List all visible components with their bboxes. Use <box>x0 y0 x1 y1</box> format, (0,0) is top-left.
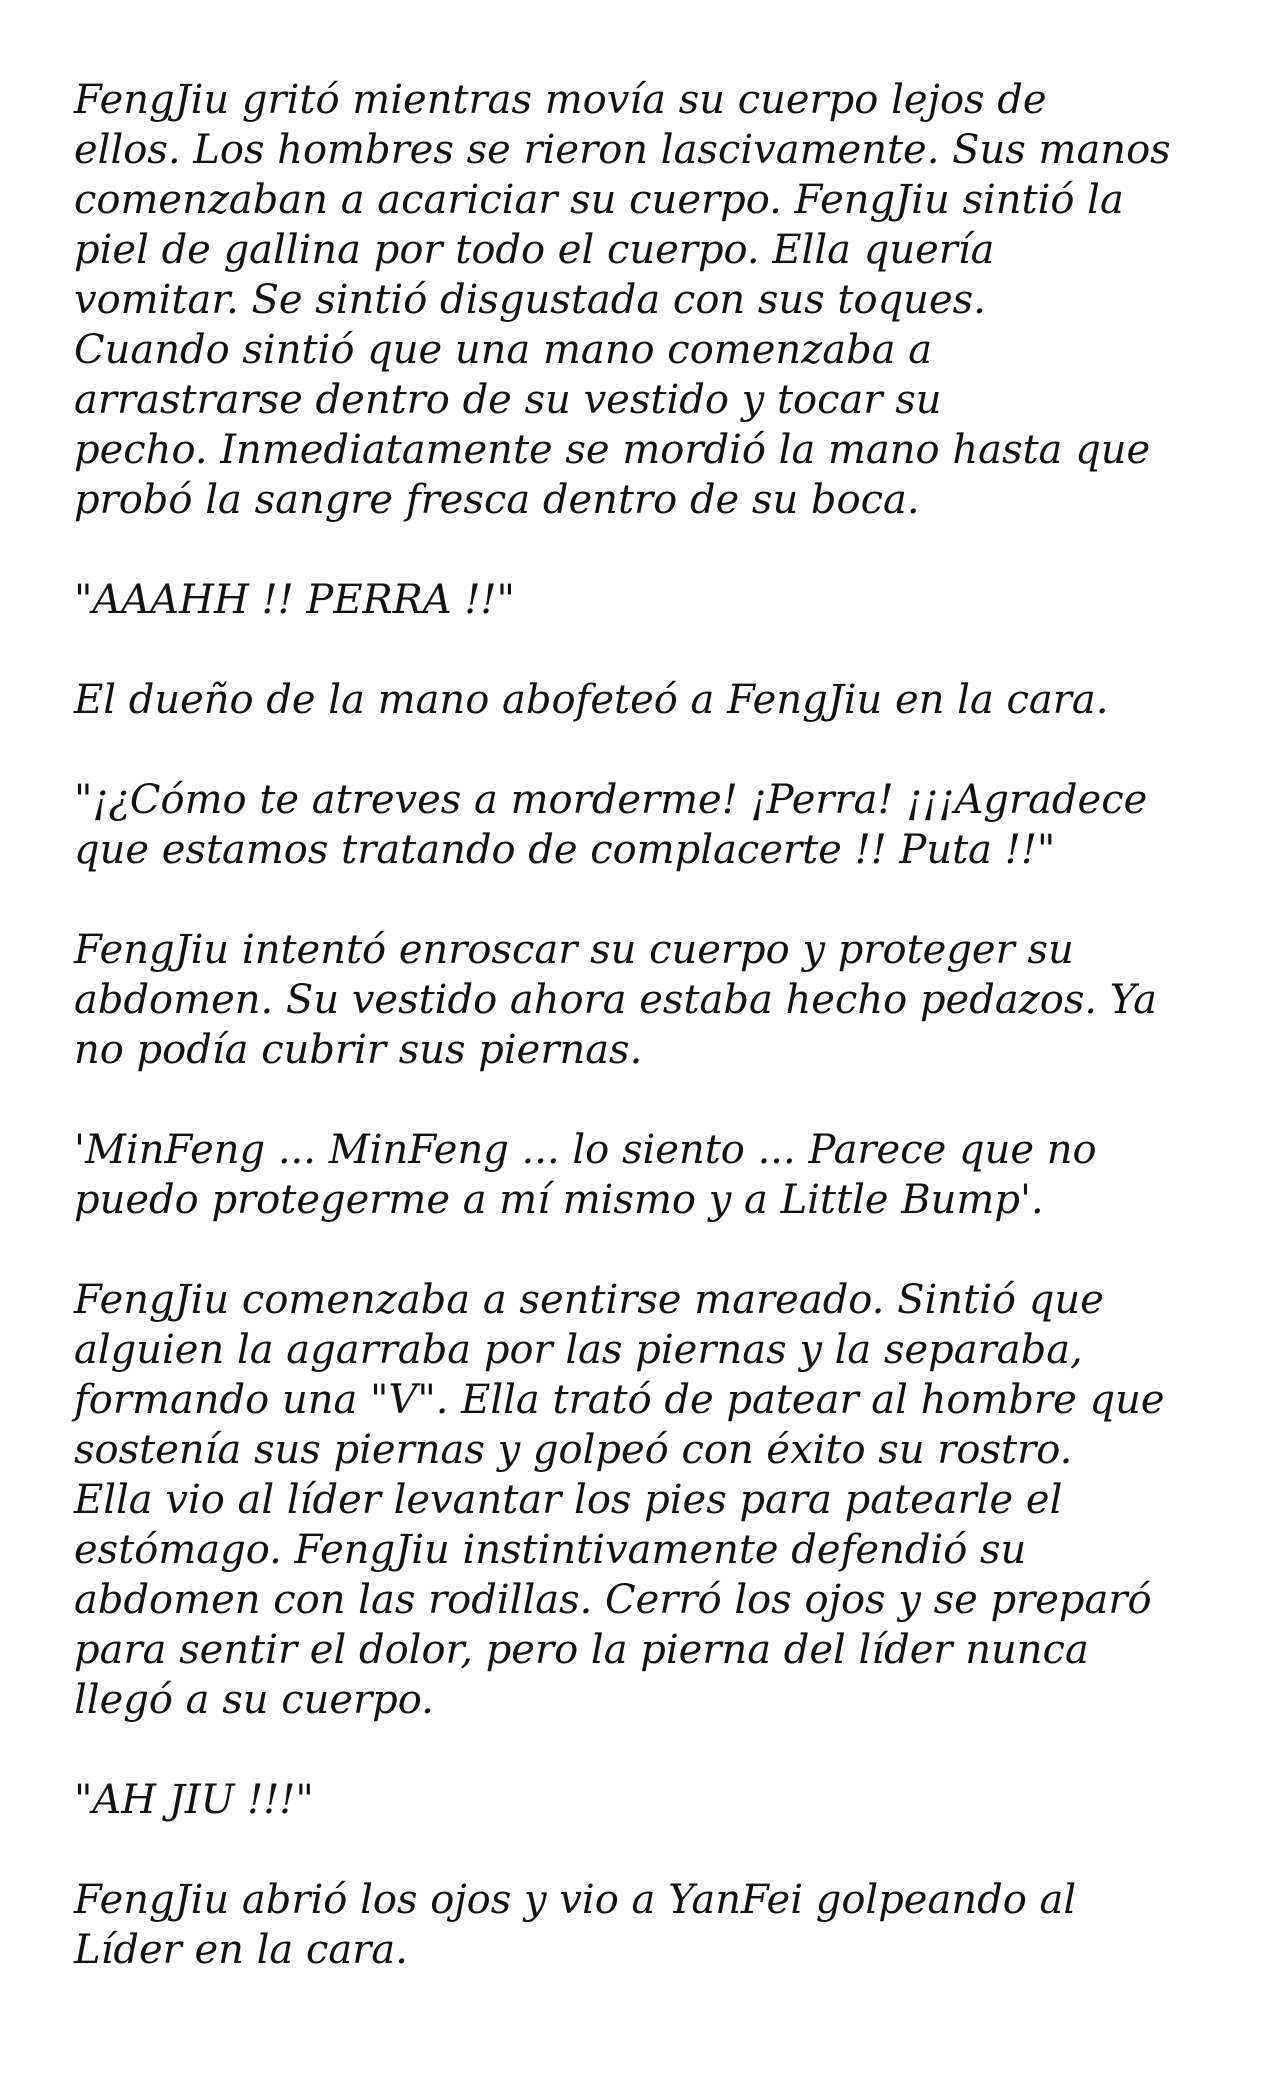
paragraph <box>74 1275 1214 1725</box>
text-line: alguien la agarraba por las piernas y la separaba, <box>74 1327 1083 1373</box>
text-line: Cuando sintió que una mano comenzaba a <box>74 327 933 373</box>
text-line: pecho. Inmediatamente se mordió la mano hasta que <box>74 427 1151 473</box>
paragraph <box>74 575 1214 625</box>
paragraph <box>74 775 1214 875</box>
text-line: "¡¿Cómo te atreves a morderme! ¡Perra! ¡¡¡Agradece <box>74 777 1148 823</box>
text-line: abdomen con las rodillas. Cerró los ojos y se preparó <box>74 1577 1152 1623</box>
text-line: llegó a su cuerpo. <box>74 1677 434 1723</box>
text-line: FengJiu intentó enroscar su cuerpo y proteger su <box>74 927 1074 973</box>
text-line: Líder en la cara. <box>74 1927 408 1973</box>
text-line: El dueño de la mano abofeteó a FengJiu en la cara. <box>74 677 1109 723</box>
text-line: formando una "V". Ella trató de patear al hombre que <box>74 1377 1165 1423</box>
paragraph <box>74 925 1214 1075</box>
paragraph <box>74 75 1214 525</box>
text-line: estómago. FengJiu instintivamente defendió su <box>74 1527 1027 1573</box>
text-line: puedo protegerme a mí mismo y a Little Bump'. <box>74 1177 1044 1223</box>
text-line: sostenía sus piernas y golpeó con éxito su rostro. <box>74 1427 1073 1473</box>
text-line: no podía cubrir sus piernas. <box>74 1027 643 1073</box>
text-line: FengJiu gritó mientras movía su cuerpo lejos de <box>74 77 1047 123</box>
text-line: piel de gallina por todo el cuerpo. Ella quería <box>74 227 995 273</box>
paragraph <box>74 1125 1214 1225</box>
text-line: que estamos tratando de complacerte !! Puta !!" <box>74 827 1056 873</box>
text-line: vomitar. Se sintió disgustada con sus toques. <box>74 277 986 323</box>
text-line: comenzaban a acariciar su cuerpo. FengJiu sintió la <box>74 177 1124 223</box>
text-line: arrastrarse dentro de su vestido y tocar su <box>74 377 942 423</box>
story-text <box>74 75 1214 2025</box>
text-line: abdomen. Su vestido ahora estaba hecho pedazos. Ya <box>74 977 1157 1023</box>
paragraph <box>74 675 1214 725</box>
paragraph <box>74 1875 1214 1975</box>
text-line: para sentir el dolor, pero la pierna del líder nunca <box>74 1627 1089 1673</box>
paragraph <box>74 1775 1214 1825</box>
text-line: ellos. Los hombres se rieron lascivamente. Sus manos <box>74 127 1171 173</box>
text-line: Ella vio al líder levantar los pies para patearle el <box>74 1477 1063 1523</box>
text-line: probó la sangre fresca dentro de su boca. <box>74 477 920 523</box>
text-line: FengJiu abrió los ojos y vio a YanFei golpeando al <box>74 1877 1077 1923</box>
text-line: "AH JIU !!!" <box>74 1777 314 1823</box>
text-line: "AAAHH !! PERRA !!" <box>74 577 515 623</box>
text-line: FengJiu comenzaba a sentirse mareado. Sintió que <box>74 1277 1104 1323</box>
text-line: 'MinFeng ... MinFeng ... lo siento ... Parece que no <box>74 1127 1097 1173</box>
